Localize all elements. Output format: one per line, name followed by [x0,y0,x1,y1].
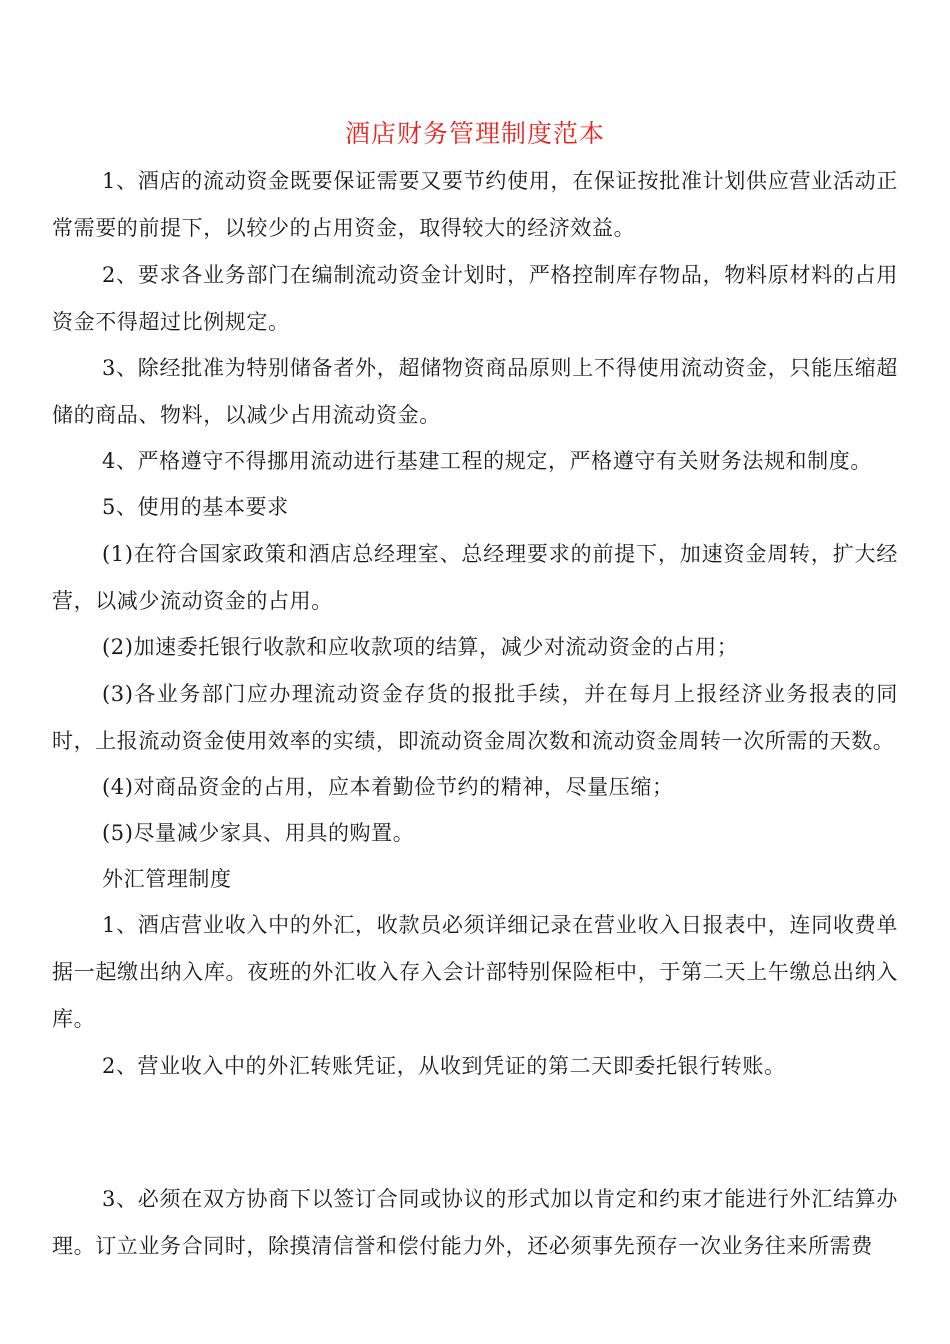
paragraph-6: (1)在符合国家政策和酒店总经理室、总经理要求的前提下，加速资金周转，扩大经营，以减少流动资金的占用。 [52,542,898,613]
paragraph-3: 3、除经批准为特别储备者外，超储物资商品原则上不得使用流动资金，只能压缩超储的商品、物料，以减少占用流动资金。 [52,356,898,427]
paragraph-7: (2)加速委托银行收款和应收款项的结算，减少对流动资金的占用； [102,635,739,659]
document-title: 酒店财务管理制度范本 [344,119,605,148]
section-heading: 外汇管理制度 [102,867,232,891]
paragraph-8: (3)各业务部门应办理流动资金存货的报批手续，并在每月上报经济业务报表的同时，上报流动资金使用效率的实绩，即流动资金周次数和流动资金周转一次所需的天数。 [52,682,898,753]
paragraph-2: 2、要求各业务部门在编制流动资金计划时，严格控制库存物品，物料原材料的占用资金不得超过比例规定。 [52,263,898,334]
paragraph-5: 5、使用的基本要求 [102,495,289,519]
paragraph-1: 1、酒店的流动资金既要保证需要又要节约使用，在保证按批准计划供应营业活动正常需要的前提下，以较少的占用资金，取得较大的经济效益。 [52,169,898,240]
paragraph-4: 4、严格遵守不得挪用流动进行基建工程的规定，严格遵守有关财务法规和制度。 [102,449,872,473]
paragraph-9: (4)对商品资金的占用，应本着勤俭节约的精神，尽量压缩； [102,775,674,799]
paragraph-10: (5)尽量减少家具、用具的购置。 [102,821,415,845]
paragraph-12: 2、营业收入中的外汇转账凭证，从收到凭证的第二天即委托银行转账。 [102,1054,786,1078]
paragraph-13: 3、必须在双方协商下以签订合同或协议的形式加以肯定和约束才能进行外汇结算办理。订立业务合同时，除摸清信誉和偿付能力外，还必须事先预存一次业务往来所需费 [52,1187,898,1258]
paragraph-11: 1、酒店营业收入中的外汇，收款员必须详细记录在营业收入日报表中，连同收费单据一起缴出纳入库。夜班的外汇收入存入会计部特别保险柜中，于第二天上午缴总出纳入库。 [52,913,898,1031]
